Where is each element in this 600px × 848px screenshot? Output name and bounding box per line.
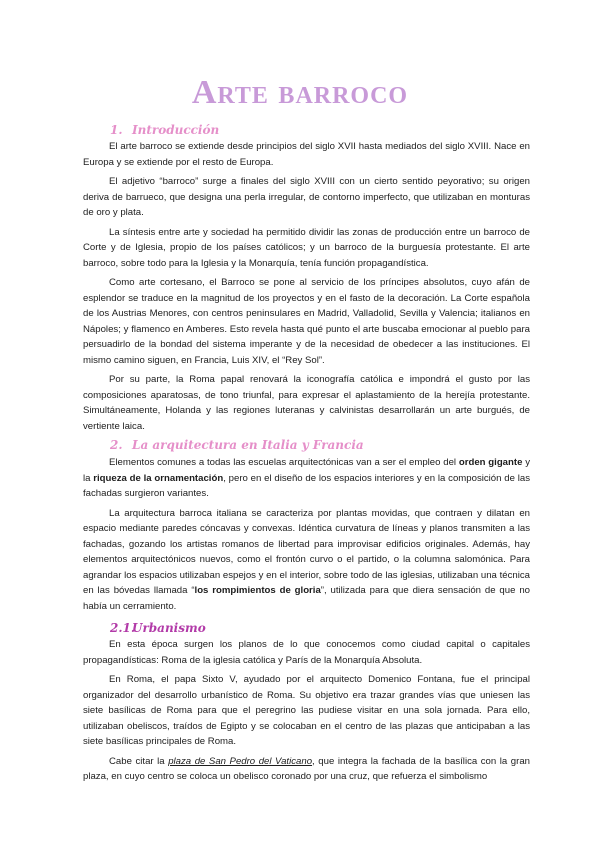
paragraph: El arte barroco se extiende desde principios del siglo XVII hasta mediados del siglo XVIII. Nace en Europa y se extiende por el resto de Europa. <box>83 141 530 168</box>
heading-number: 1. <box>110 123 123 137</box>
section-introduccion <box>83 139 530 438</box>
bold-term: los rompimientos de gloria <box>194 585 321 596</box>
bold-term: orden gigante <box>458 457 523 468</box>
paragraph: La síntesis entre arte y sociedad ha permitido dividir las zonas de producción entre un barroco de Corte y de Iglesia, propio de los países católicos; y un barroco de la burguesía protestante. El arte barroco, sobre todo para la Iglesia y la Monarquía, tenía función propagandística. <box>83 226 530 269</box>
heading-text: Introducción <box>132 123 220 137</box>
paragraph: Cabe citar la plaza de San Pedro del Vaticano, que integra la fachada de la basílica con la gran plaza, en cuyo centro se coloca un obelisco coronado por una cruz, que refuerza el simbolismo <box>83 755 531 782</box>
paragraph: En Roma, el papa Sixto V, ayudado por el arquitecto Domenico Fontana, fue el principal organizador del desarrollo urbanístico de Roma. Su objetivo era trazar grandes vías que uniesen las siete basílicas de Roma para que el peregrino las pudiese visitar en una sola jornada. Para ello, utilizaban obeliscos, traídos de Egipto y se colocaban en el centro de las plazas que anticipaban a las siete basílicas principales de Roma. <box>83 674 530 747</box>
section-heading-arquitectura <box>110 438 364 452</box>
section-heading-urbanismo <box>110 621 206 635</box>
heading-number: 2. <box>110 438 123 452</box>
section-urbanismo <box>83 637 530 789</box>
bold-term: riqueza de la ornamentación <box>93 472 224 484</box>
document-title: Arte barroco <box>191 74 409 111</box>
paragraph: El adjetivo “barroco” surge a finales del siglo XVIII con un cierto sentido peyorativo; su origen deriva de barrueco, que designa una perla irregular, de contorno imperfecto, que utilizaban en monturas de oro y plata. <box>83 176 530 218</box>
paragraph: La arquitectura barroca italiana se caracteriza por plantas movidas, que contraen y dilatan en espacio mediante paredes cóncavas y convexas. Idéntica curvatura de líneas y planos transmiten a las fachadas, gozando los artistas romanos de libertad para improvisar edificios originales. Además, hay elementos arquitectónicos nuevos, como el frontón curvo o el partido, o la columna salomónica. Para agrandar los espacios utilizaban espejos y en el interior, sobre todo de las iglesias, utilizaban una técnica en las bóvedas llamada “los rompimientos de gloria”, utilizada para que diera sensación de que no había un cerramiento. <box>83 507 530 612</box>
paragraph: Elementos comunes a todas las escuelas arquitectónicas van a ser el empleo del orden gigante y la riqueza de la ornamentación, pero en el diseño de los espacios interiores y en la composición de las fachadas surgieron variantes. <box>83 457 531 499</box>
heading-number: 2.1. <box>110 621 136 635</box>
heading-text: La arquitectura en Italia y Francia <box>132 438 364 452</box>
section-heading-introduccion <box>110 123 219 137</box>
paragraph: Por su parte, la Roma papal renovará la iconografía católica e impondrá el gusto por las composiciones aparatosas, de tono triunfal, para expresar el aplastamiento de la herejía protestante. Simultáneamente, Holanda y las regiones luteranas y calvinistas desarrollarán un arte burgués, de vertiente laica. <box>83 374 530 432</box>
heading-text: Urbanismo <box>132 621 206 635</box>
plaza-san-pedro-link[interactable]: plaza de San Pedro del Vaticano <box>168 755 313 767</box>
paragraph: Como arte cortesano, el Barroco se pone al servicio de los príncipes absolutos, cuyo afán de esplendor se traduce en la magnitud de los proyectos y en el fasto de la decoración. La Corte española de los Austrias Menores, con centros peninsulares en Madrid, Valladolid, Sevilla y Valencia; italianos en Nápoles; y flamenco en Amberes. Esto revela hasta qué punto el arte buscaba emocionar al pueblo para persuadirlo de la bondad del sistema imperante y de la necesidad de obedecer a las instituciones. El mismo camino siguen, en Francia, Luis XIV, el “Rey Sol”. <box>83 277 530 366</box>
section-arquitectura <box>83 455 530 618</box>
paragraph: En esta época surgen los planos de lo que conocemos como ciudad capital o capitales propagandísticas: Roma de la iglesia católica y París de la Monarquía Absoluta. <box>83 639 530 666</box>
